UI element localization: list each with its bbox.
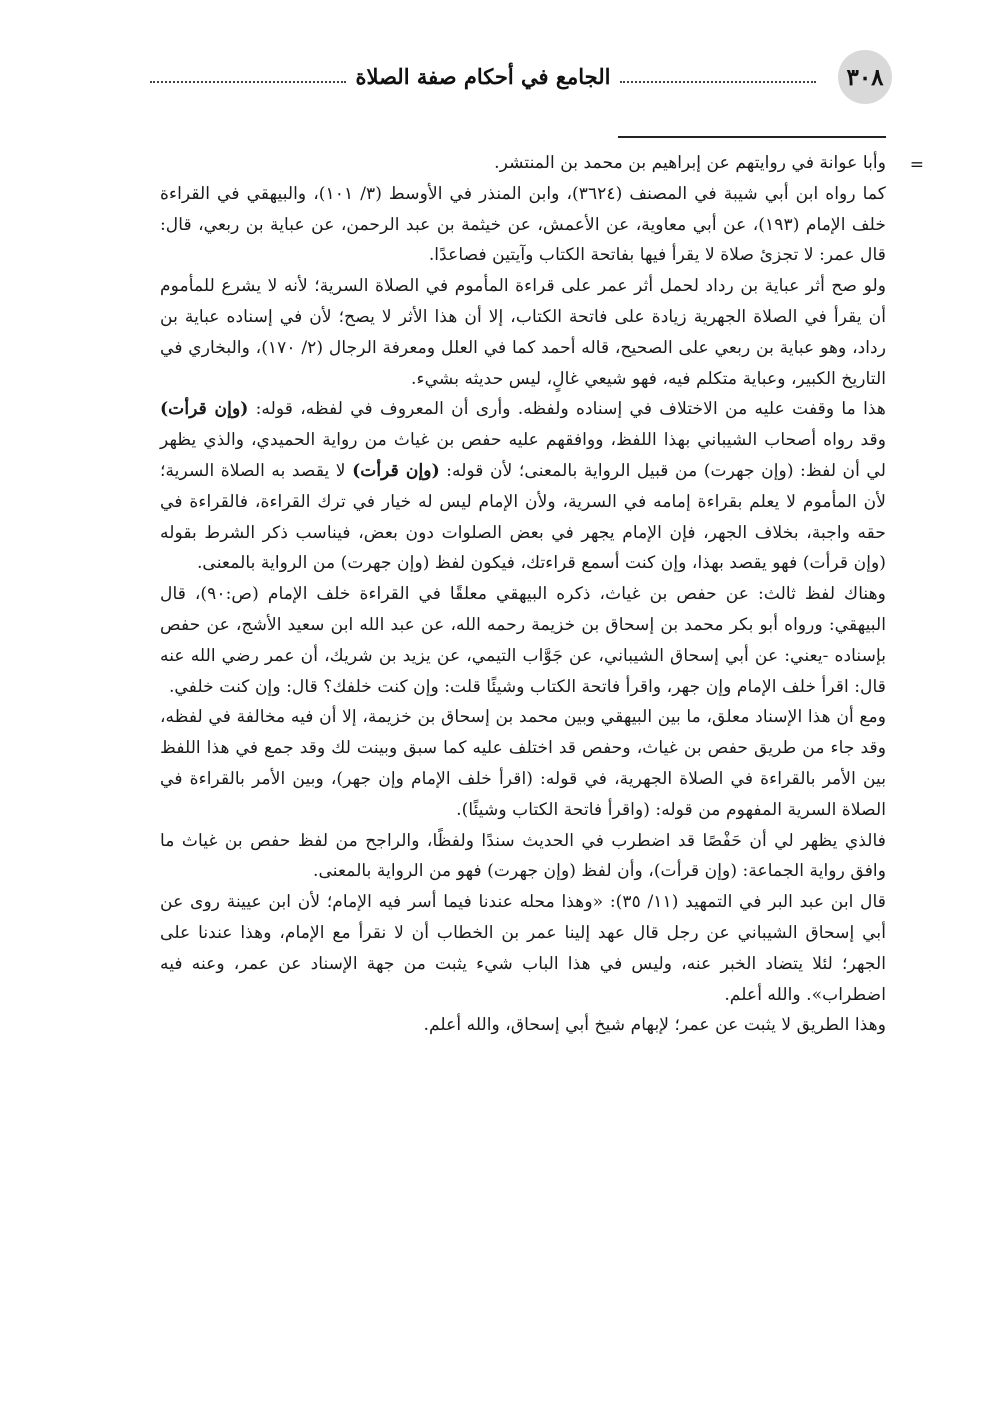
footnote-paragraph bbox=[160, 826, 886, 888]
footnote-paragraph bbox=[160, 271, 886, 394]
page-number: ٣٠٨ bbox=[838, 50, 892, 104]
paragraph-text: كما رواه ابن أبي شيبة في المصنف (٣٦٢٤)، وابن المنذر في الأوسط (٣/ ١٠١)، والبيهقي في القراءة خلف الإمام (١٩٣)، عن أبي معاوية، عن الأعمش، عن خيثمة بن عبد الرحمن، عن عباية بن ربعي، قال: قال عمر: لا تجزئ صلاة لا يقرأ فيها بفاتحة الكتاب وآيتين فصاعدًا. bbox=[160, 183, 886, 266]
footnote-paragraph bbox=[160, 394, 886, 579]
page-header bbox=[140, 48, 892, 104]
footnote-paragraph bbox=[160, 179, 886, 271]
paragraph-text: ولو صح أثر عباية بن رداد لحمل أثر عمر على قراءة المأموم في الصلاة السرية؛ لأنه لا يشرع للمأموم أن يقرأ في الصلاة الجهرية زيادة على فاتحة الكتاب، إلا أن هذا الأثر لا يصح؛ لأن في إسناده عباية بن رداد، وهو عباية بن ربعي على الصحيح، قاله أحمد كما في العلل ومعرفة الرجال (٢/ ١٧٠)، والبخاري في التاريخ الكبير، وعباية متكلم فيه، فهو شيعي غالٍ، ليس حديثه بشيء. bbox=[160, 276, 886, 389]
paragraph-text: وهذا الطريق لا يثبت عن عمر؛ لإبهام شيخ أبي إسحاق، والله أعلم. bbox=[423, 1015, 886, 1036]
header-leader-dots-right bbox=[620, 81, 816, 83]
paragraph-text: وأبا عوانة في روايتهم عن إبراهيم بن محمد بن المنتشر. bbox=[494, 153, 886, 173]
footnote-separator bbox=[618, 136, 886, 138]
paragraph-text: قال ابن عبد البر في التمهيد (١١/ ٣٥): «وهذا محله عندنا فيما أسر فيه الإمام؛ لأن ابن عيينة روى عن أبي إسحاق الشيباني عن رجل قال عهد إلينا عمر بن الخطاب أن لا نقرأ مع الإمام، وهذا عندنا على الجهر؛ لئلا يتضاد الخبر عنه، وليس في هذا الباب شيء يثبت من جهة الإسناد عن عمر، وعنه فيه اضطراب». والله أعلم. bbox=[160, 892, 886, 1005]
bold-quote: (وإن قرأت) bbox=[352, 460, 440, 481]
footnote-body bbox=[160, 148, 886, 1041]
footnote-paragraph bbox=[160, 702, 886, 825]
paragraph-text: وهناك لفظ ثالث: عن حفص بن غياث، ذكره البيهقي معلقًا في القراءة خلف الإمام (ص:٩٠)، قال البيهقي: ورواه أبو بكر محمد بن إسحاق بن خزيمة رحمه الله، عن عبد الله ابن سعيد الأشج، عن حفص بإسناده -يعني: عن أبي إسحاق الشيباني، عن جَوَّاب التيمي، عن يزيد بن شريك، أن عمر رضي الله عنه قال: اقرأ خلف الإمام وإن جهر، واقرأ فاتحة الكتاب وشيئًا قلت: وإن كنت خلفك؟ قال: وإن كنت خلفي. bbox=[160, 584, 886, 697]
footnote-paragraph bbox=[160, 579, 886, 702]
running-header bbox=[140, 56, 826, 96]
paragraph-text: فالذي يظهر لي أن حَفْصًا قد اضطرب في الحديث سندًا ولفظًا، والراجح من لفظ حفص بن غياث ما وافق رواية الجماعة: (وإن قرأت)، وأن لفظ (وإن جهرت) فهو من الرواية بالمعنى. bbox=[160, 830, 886, 882]
paragraph-text: هذا ما وقفت عليه من الاختلاف في إسناده ولفظه. وأرى أن المعروف في لفظه، قوله: bbox=[248, 399, 886, 420]
paragraph-text: وقد رواه أصحاب الشيباني بهذا اللفظ، ووافقهم عليه حفص بن غياث من رواية الحميدي، والذي يظهر لي أن لفظ: (وإن جهرت) من قبيل الرواية بالمعنى؛ لأن قوله: bbox=[160, 430, 886, 481]
footnote-paragraph bbox=[160, 1010, 886, 1041]
running-title: الجامع في أحكام صفة الصلاة bbox=[355, 63, 611, 89]
paragraph-text: ومع أن هذا الإسناد معلق، ما بين البيهقي وبين محمد بن إسحاق بن خزيمة، إلا أن فيه مخالفة في لفظه، وقد جاء من طريق حفص بن غياث، وحفص قد اختلف عليه كما سبق وبينت لك وقد جمع في هذا اللفظ بين الأمر بالقراءة في الصلاة الجهرية، في قوله: (اقرأ خلف الإمام وإن جهر)، وبين الأمر بالقراءة في الصلاة السرية المفهوم من قوله: (واقرأ فاتحة الكتاب وشيئًا). bbox=[160, 707, 886, 820]
footnote-paragraph bbox=[160, 148, 886, 179]
footnote-paragraph bbox=[160, 887, 886, 1010]
paragraph-text: لا يقصد به الصلاة السرية؛ لأن المأموم لا يعلم بقراءة إمامه في السرية، ولأن الإمام ليس له خيار في ترك القراءة، فالقراءة في حقه واجبة، بخلاف الجهر، فإن الإمام يجهر في بعض الصلوات دون بعض، فيناسب ذكر الشرط بقوله (وإن قرأت) فهو يقصد بهذا، وإن كنت أسمع قراءتك، فيكون لفظ (وإن جهرت) من الرواية بالمعنى. bbox=[160, 460, 886, 574]
header-leader-dots-left bbox=[150, 81, 346, 83]
footnote-continuation-mark: = bbox=[909, 155, 924, 175]
bold-quote: (وإن قرأت) bbox=[160, 399, 249, 420]
